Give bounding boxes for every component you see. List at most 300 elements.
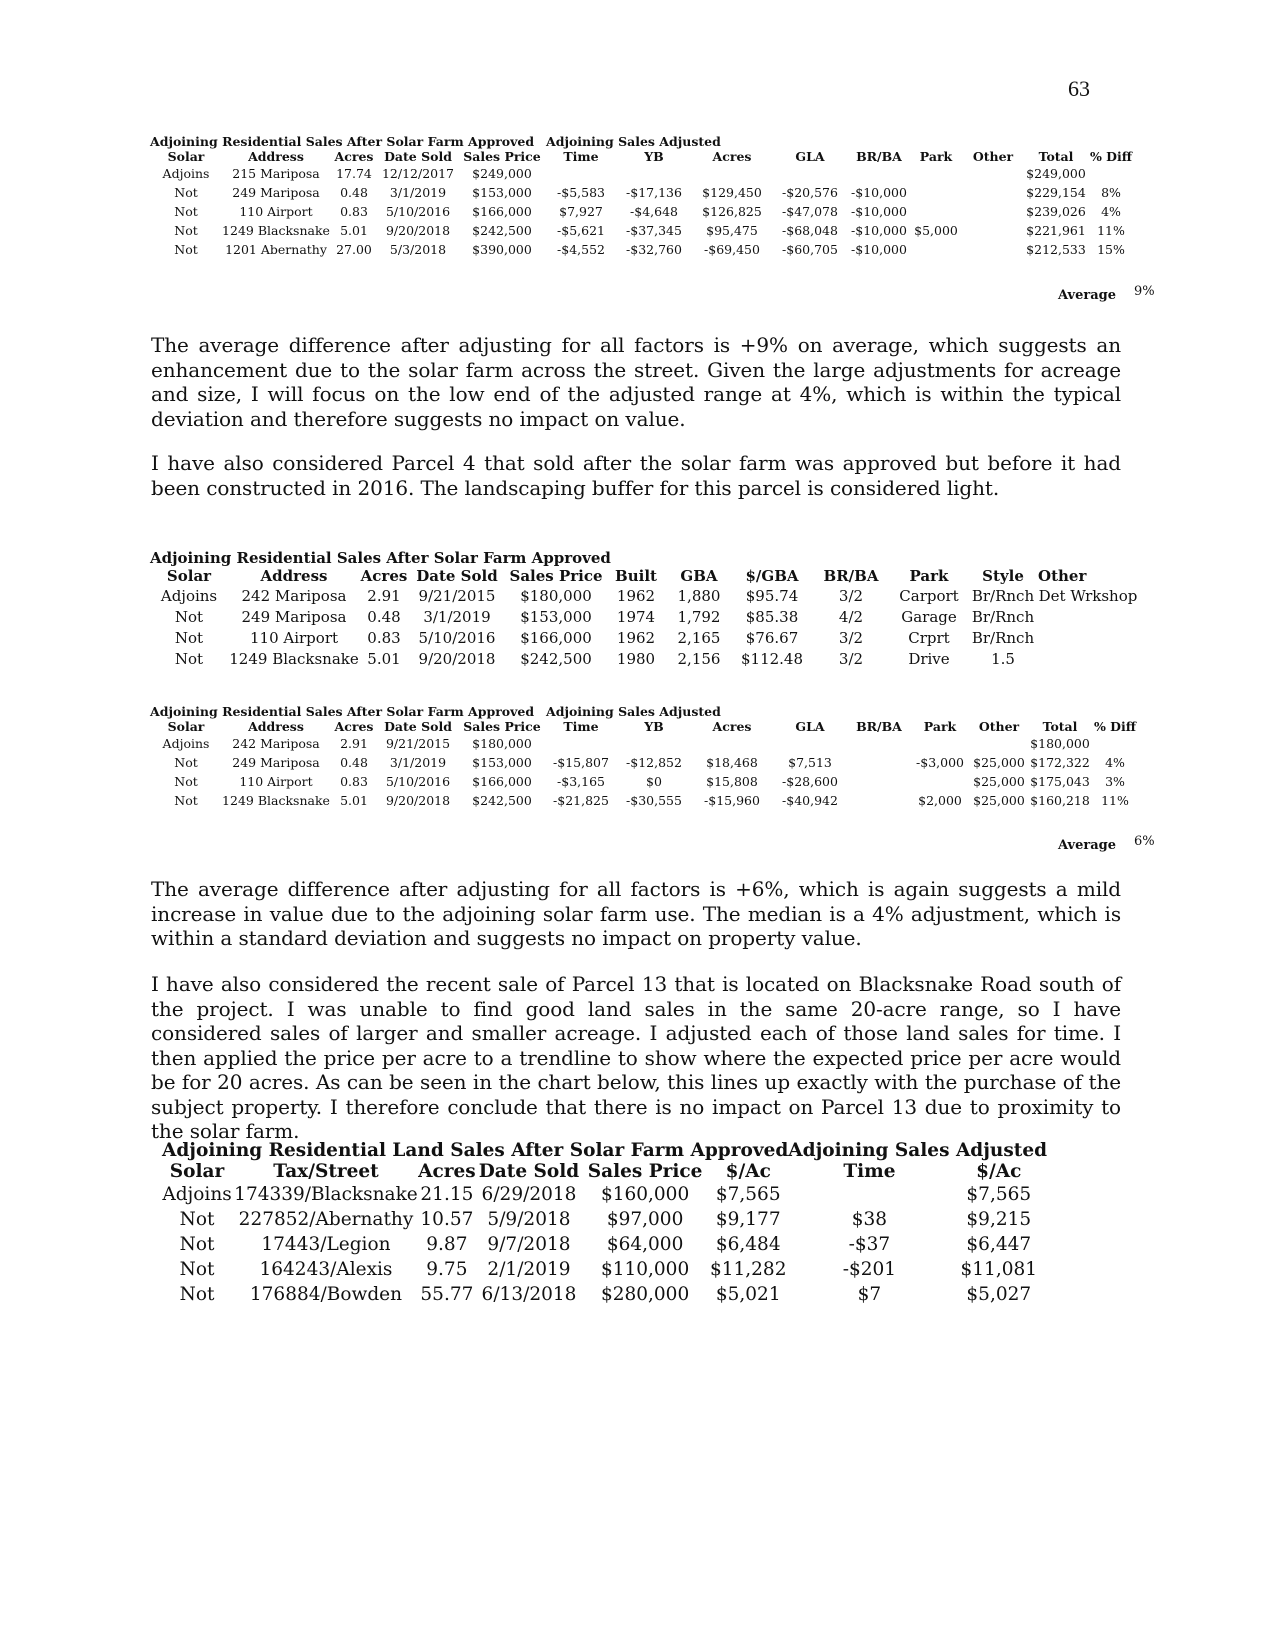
column-header: YB [644,149,664,164]
table-cell: 0.48 [367,607,401,626]
table-row [160,1207,1047,1232]
column-header: % Diff [1089,149,1133,164]
column-header: $/GBA [745,567,799,585]
table-cell: $172,322 [1030,755,1090,770]
table-cell: Not [174,649,204,668]
table-cell: 0.83 [340,774,368,789]
column-header: Other [972,149,1014,164]
table-cell: $11,081 [960,1259,1038,1280]
column-header: YB [644,719,664,734]
table-cell [962,240,1024,259]
table-cell: -$15,807 [553,755,609,770]
adjusted-sales-table-3 [150,704,1138,810]
table-cell: $221,961 [1026,223,1086,238]
table-cell: 110 Airport [249,628,339,647]
table-cell: Carport [899,586,959,605]
table-header-row [150,567,1138,585]
table-cell: $5,021 [715,1284,781,1305]
table-cell: $7,513 [788,755,832,770]
table-cell: -$37 [848,1234,891,1255]
table-cell: Not [174,607,204,626]
table-cell: $110,000 [600,1259,690,1280]
average-value: 6% [1134,834,1155,849]
table-cell: $153,000 [472,185,532,200]
table-cell [910,772,970,791]
table-cell [1038,648,1138,669]
table-cell: 110 Airport [239,774,313,789]
table-cell [962,202,1024,221]
table-cell: $5,027 [966,1284,1032,1305]
table-cell: -$4,648 [630,204,678,219]
table-cell: 0.48 [340,185,368,200]
table-cell: Crprt [908,628,950,647]
table-cell: 164243/Alexis [259,1259,393,1280]
table-cell: 4% [1101,204,1121,219]
table-cell [848,753,910,772]
table-cell: -$28,600 [782,774,838,789]
table-cell: 5/10/2016 [385,204,451,219]
table-cell: $7 [857,1284,882,1305]
table-cell [772,164,848,183]
paragraph: I have also considered the recent sale of Parcel 13 that is located on Blacksnake Road south of the project. I was unable to find good land sales in the same 20-acre range, so I have considered sales of larger and smaller acreage. I adjusted each of those land sales for time. I then applied the price per acre to a trendline to show where the expected price per acre would be for 20 acres. As can be seen in the chart below, this lines up exactly with the purchase of the subject property. I therefore conclude that there is no impact on Parcel 13 due to proximity to the solar farm. [151,972,1121,1143]
table-cell: $95.74 [745,586,799,605]
table-cell: 9/20/2018 [385,793,451,808]
table-cell: 9/20/2018 [418,649,496,668]
table-cell: $76.67 [745,628,799,647]
table-cell: 0.83 [340,204,368,219]
table-row [150,240,1134,259]
table-cell: 4% [1105,755,1125,770]
table-cell: 6/13/2018 [481,1284,577,1305]
table-cell: 1249 Blacksnake [229,649,359,668]
column-header: Other [1038,567,1087,585]
table-row [150,734,1138,753]
table-cell: $212,533 [1026,242,1086,257]
column-header: Date Sold [384,719,452,734]
table-cell: -$30,555 [626,793,682,808]
table-cell [962,164,1024,183]
column-header: Park [919,149,953,164]
column-header: Total [1038,149,1074,164]
column-header: Park [909,567,949,585]
table-cell: Not [174,628,204,647]
table-cell: Drive [908,649,950,668]
table-cell: -$20,576 [782,185,838,200]
table-cell: $97,000 [606,1209,684,1230]
table-cell: 17.74 [336,166,372,181]
table-cell [1038,606,1138,627]
table-cell: $166,000 [472,204,532,219]
table-row [150,791,1138,810]
table-cell: Det Wrkshop [1038,586,1138,605]
table-cell [910,240,962,259]
table-cell: 174339/Blacksnake [234,1184,418,1205]
table-cell: Not [179,1259,215,1280]
column-header: Sales Price [587,1161,703,1182]
table-cell: 0.83 [367,628,401,647]
table-cell: 5.01 [340,223,368,238]
column-header: Date Sold [384,149,452,164]
table-cell [546,734,616,753]
table-cell: Not [174,774,198,789]
table-cell [910,734,970,753]
table-caption: Adjoining Residential Sales After Solar Farm Approved [150,704,535,719]
table-cell [848,772,910,791]
table-cell: 1962 [616,628,656,647]
table-cell: $25,000 [973,793,1025,808]
table-cell: -$60,705 [782,242,838,257]
table-cell: 3% [1105,774,1125,789]
table-row [150,221,1134,240]
column-header: Sales Price [463,149,541,164]
table-cell: 110 Airport [239,204,313,219]
table-cell: $6,484 [715,1234,781,1255]
column-header: $/Ac [725,1161,771,1182]
table-cell: $64,000 [606,1234,684,1255]
table-cell: -$47,078 [782,204,838,219]
land-sales-table [160,1140,1047,1307]
column-header: Solar [167,149,205,164]
table-cell: 242 Mariposa [232,736,320,751]
table-cell: Not [174,793,198,808]
table-cell: 2/1/2019 [487,1259,571,1280]
column-header: Acres [360,567,408,585]
table-cell: 4/2 [838,607,864,626]
paragraph: I have also considered Parcel 4 that sold after the solar farm was approved but before it had been constructed in 2016. The landscaping buffer for this parcel is considered light. [151,451,1121,500]
table-cell: Not [174,755,198,770]
average-row [1058,288,1116,303]
table-cell [692,164,772,183]
table-caption: Adjoining Residential Sales After Solar Farm Approved [150,134,535,149]
table-cell: -$69,450 [704,242,760,257]
column-header: GBA [680,567,718,585]
table-cell: Adjoins [162,166,210,181]
column-header: Built [615,567,657,585]
column-header: Time [563,149,599,164]
table-cell [848,164,910,183]
average-label: Average [1058,838,1117,853]
table-cell: -$12,852 [626,755,682,770]
table-cell: 17443/Legion [261,1234,391,1255]
table-cell: 10.57 [420,1209,474,1230]
column-header: Solar [167,719,205,734]
table-row [150,648,1138,669]
table-cell: $249,000 [472,166,532,181]
table-cell [1088,164,1134,183]
table-cell: Not [179,1284,215,1305]
table-caption: Adjoining Sales Adjusted [788,1140,1048,1161]
column-header: Solar [166,567,212,585]
table-cell: 249 Mariposa [232,755,320,770]
table-cell: 3/2 [838,586,864,605]
table-cell [1038,627,1138,648]
paragraph: The average difference after adjusting for all factors is +6%, which is again suggests a mild increase in value due to the adjoining solar farm use. The median is a 4% adjustment, which is within a standard deviation and suggests no impact on property value. [151,877,1121,950]
table-cell: -$201 [842,1259,897,1280]
column-header: GLA [795,149,825,164]
table-cell: $160,000 [600,1184,690,1205]
table-cell: -$3,000 [916,755,964,770]
table-cell: Not [174,204,198,219]
table-cell: 242 Mariposa [241,586,347,605]
table-cell: 1974 [616,607,656,626]
table-cell: $160,218 [1030,793,1090,808]
table-cell: Adjoins [160,586,218,605]
table-cell: -$17,136 [626,185,682,200]
table-cell: 9.75 [426,1259,468,1280]
table-cell: Not [179,1209,215,1230]
table-cell: $280,000 [600,1284,690,1305]
table-cell: $249,000 [1026,166,1086,181]
column-header: Tax/Street [273,1161,379,1182]
table-cell: $153,000 [472,755,532,770]
table-cell: 1980 [616,649,656,668]
table-caption: Adjoining Sales Adjusted [546,704,721,719]
average-row [1058,838,1116,853]
table-cell: 6/29/2018 [481,1184,577,1205]
table-cell: 5.01 [340,793,368,808]
table-cell: 227852/Abernathy [238,1209,414,1230]
table-cell: $390,000 [472,242,532,257]
table-row [150,753,1138,772]
table-cell: $11,282 [709,1259,787,1280]
column-header: Date Sold [416,567,498,585]
table-cell: Br/Rnch [971,607,1035,626]
table-row [150,202,1134,221]
table-cell: $166,000 [520,628,592,647]
column-header: Acres [712,149,752,164]
table-cell: 55.77 [420,1284,474,1305]
table-cell: $153,000 [520,607,592,626]
table-cell: Adjoins [162,1184,232,1205]
table-cell [546,164,616,183]
table-cell [962,221,1024,240]
table-cell: 2,165 [677,628,721,647]
table-cell [616,164,692,183]
table-cell [616,734,692,753]
table-cell: $112.48 [740,649,804,668]
table-cell: Br/Rnch [971,628,1035,647]
table-row [150,585,1138,606]
table-cell: 3/1/2019 [423,607,491,626]
column-header: BR/BA [823,567,879,585]
table-cell: 3/2 [838,649,864,668]
table-cell: 5/10/2016 [385,774,451,789]
table-cell: -$40,942 [782,793,838,808]
table-cell [788,1182,950,1207]
column-header: Sales Price [509,567,603,585]
table-cell: 215 Mariposa [232,166,320,181]
adjusted-sales-table-1 [150,134,1134,259]
table-cell: -$10,000 [851,223,907,238]
table-cell: $166,000 [472,774,532,789]
table-cell: 1.5 [991,649,1015,668]
sales-table-2 [150,549,1138,669]
table-cell: 9/20/2018 [385,223,451,238]
table-cell: Garage [901,607,957,626]
table-cell: -$21,825 [553,793,609,808]
table-cell: 9/7/2018 [487,1234,571,1255]
column-header: BR/BA [856,149,902,164]
table-cell: $9,177 [715,1209,781,1230]
average-label: Average [1058,288,1117,303]
table-cell: $5,000 [914,223,958,238]
table-header-row [160,1161,1047,1182]
table-cell: Br/Rnch [971,586,1035,605]
table-cell: 3/1/2019 [389,755,447,770]
table-cell: 1201 Abernathy [225,242,327,257]
column-header: $/Ac [976,1161,1022,1182]
table-cell: $180,000 [520,586,592,605]
table-cell: Not [174,185,198,200]
table-cell: $25,000 [973,774,1025,789]
table-cell: 249 Mariposa [241,607,347,626]
column-header: BR/BA [856,719,902,734]
column-header: Acres [334,149,374,164]
table-cell [962,183,1024,202]
table-cell: -$5,621 [557,223,605,238]
table-cell: 2.91 [367,586,401,605]
table-cell: $7,565 [966,1184,1032,1205]
table-cell: Adjoins [162,736,210,751]
table-row [160,1232,1047,1257]
table-cell: -$68,048 [782,223,838,238]
table-cell: 1249 Blacksnake [222,223,330,238]
table-caption: Adjoining Residential Sales After Solar Farm Approved [150,549,611,567]
table-cell: 11% [1101,793,1129,808]
table-cell: $18,468 [706,755,758,770]
paragraph: The average difference after adjusting for all factors is +9% on average, which suggests an enhancement due to the solar farm across the street. Given the large adjustments for acreage and size, I will focus on the low end of the adjusted range at 4%, which is within the typical deviation and therefore suggests no impact on value. [151,333,1121,431]
table-row [160,1282,1047,1307]
table-cell: -$10,000 [851,242,907,257]
table-cell: 12/12/2017 [381,166,455,181]
column-header: Address [260,567,328,585]
table-cell: $0 [646,774,662,789]
page-number: 63 [1068,76,1090,101]
table-cell: Not [174,242,198,257]
column-header: Park [923,719,957,734]
table-cell: 1962 [616,586,656,605]
table-cell: 2,156 [677,649,721,668]
table-cell: -$10,000 [851,204,907,219]
table-cell [910,183,962,202]
column-header: Acres [418,1161,476,1182]
average-value: 9% [1134,284,1155,299]
column-header: Other [978,719,1020,734]
table-cell: 5/3/2018 [389,242,447,257]
table-cell: $129,450 [702,185,762,200]
table-cell: $38 [851,1209,888,1230]
table-cell: 21.15 [420,1184,474,1205]
table-cell: -$32,760 [626,242,682,257]
table-header-row [150,719,1138,734]
table-row [150,772,1138,791]
table-cell: $7,927 [559,204,603,219]
table-cell: 27.00 [336,242,372,257]
table-cell: 1249 Blacksnake [222,793,330,808]
table-cell [848,791,910,810]
table-cell: 15% [1097,242,1125,257]
table-cell: 2.91 [340,736,368,751]
table-cell: $242,500 [472,223,532,238]
table-row [160,1257,1047,1282]
table-cell: $180,000 [1030,736,1090,751]
table-cell: -$4,552 [557,242,605,257]
column-header: Acres [712,719,752,734]
table-cell: $242,500 [520,649,592,668]
table-cell [1092,734,1138,753]
table-cell: 5/9/2018 [487,1209,571,1230]
column-header: % Diff [1093,719,1137,734]
table-cell [692,734,772,753]
column-header: Address [248,149,304,164]
table-cell: -$15,960 [704,793,760,808]
table-cell: $25,000 [973,755,1025,770]
table-cell: 11% [1097,223,1125,238]
table-row [150,183,1134,202]
column-header: Total [1042,719,1078,734]
table-cell: -$10,000 [851,185,907,200]
table-cell: $9,215 [966,1209,1032,1230]
table-cell [970,734,1028,753]
table-cell: 9/21/2015 [418,586,496,605]
table-cell: $239,026 [1026,204,1086,219]
table-cell [910,164,962,183]
table-cell: Not [174,223,198,238]
column-header: Date Sold [478,1161,580,1182]
table-cell: 1,880 [677,586,721,605]
table-cell: $95,475 [706,223,758,238]
table-cell: -$3,165 [557,774,605,789]
column-header: Acres [334,719,374,734]
table-cell: -$37,345 [626,223,682,238]
table-cell: $15,808 [706,774,758,789]
table-cell: $229,154 [1026,185,1086,200]
table-row [150,627,1138,648]
table-cell: $85.38 [745,607,799,626]
table-cell: 8% [1101,185,1121,200]
table-cell: 5/10/2016 [418,628,496,647]
table-cell: $175,043 [1030,774,1090,789]
table-cell: 249 Mariposa [232,185,320,200]
table-cell: $180,000 [472,736,532,751]
table-cell: 0.48 [340,755,368,770]
table-caption: Adjoining Residential Land Sales After Solar Farm Approved [162,1140,789,1161]
table-cell: 9/21/2015 [385,736,451,751]
table-cell [910,202,962,221]
table-cell: Not [179,1234,215,1255]
table-cell: -$5,583 [557,185,605,200]
table-cell: $242,500 [472,793,532,808]
table-header-row [150,149,1134,164]
table-row [150,164,1134,183]
table-cell [848,734,910,753]
table-cell: $6,447 [966,1234,1032,1255]
table-cell: 3/1/2019 [389,185,447,200]
table-cell: 9.87 [426,1234,468,1255]
column-header: Time [843,1161,896,1182]
column-header: Solar [169,1161,225,1182]
table-cell [772,734,848,753]
table-cell: 3/2 [838,628,864,647]
column-header: Style [982,567,1024,585]
table-cell: $7,565 [715,1184,781,1205]
table-row [150,606,1138,627]
column-header: GLA [795,719,825,734]
table-row [160,1182,1047,1207]
table-cell: 176884/Bowden [249,1284,403,1305]
table-cell: $2,000 [918,793,962,808]
table-cell: 5.01 [367,649,401,668]
